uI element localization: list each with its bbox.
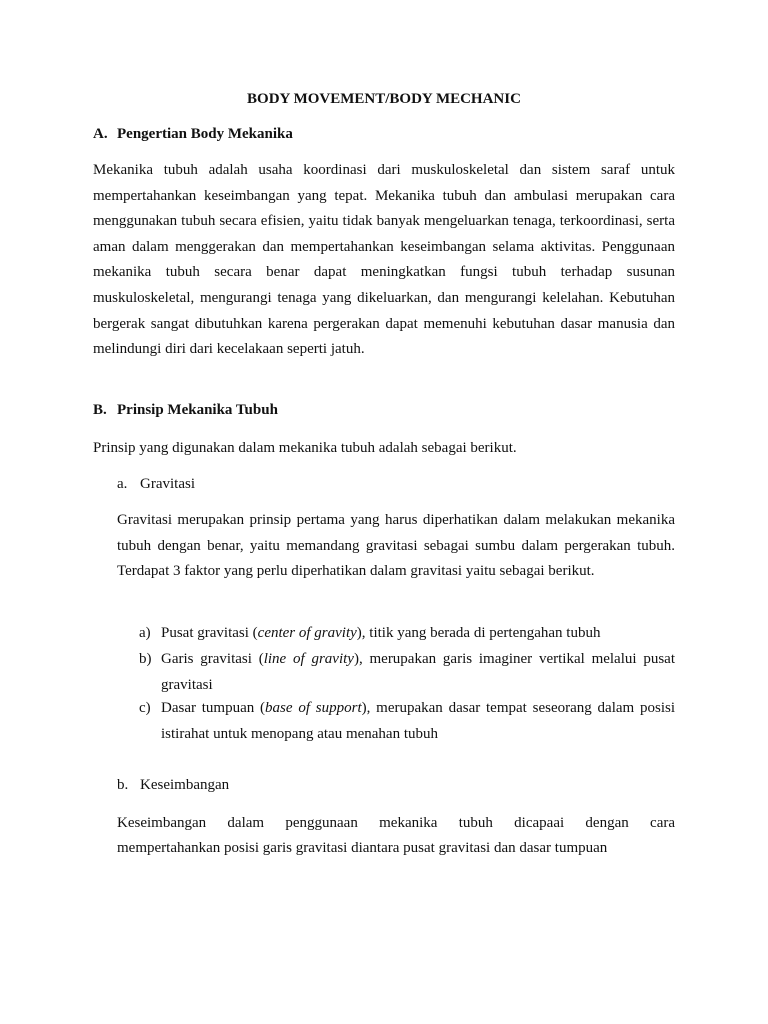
word: mekanika	[379, 815, 438, 831]
list-marker: a)	[139, 625, 151, 641]
list-item	[139, 621, 675, 647]
section-a-number: A.	[93, 126, 108, 142]
word: penggunaan	[285, 815, 358, 831]
keseimbangan-title: Keseimbangan	[140, 777, 230, 793]
keseimbangan-line-2: mempertahankan posisi garis gravitasi diantara pusat gravitasi dan dasar tumpuan	[117, 840, 608, 856]
section-b-heading	[93, 400, 278, 420]
gravitasi-heading	[117, 474, 195, 494]
list-item-term: line of gravity	[263, 651, 354, 667]
section-a-paragraph: Mekanika tubuh adalah usaha koordinasi dari muskuloskeletal dan sistem saraf untuk mempertahankan keseimbangan yang tepat. Mekanika tubuh dan ambulasi merupakan cara menggunakan tubuh secara efisien, yaitu tidak banyak mengeluarkan tenaga, terkoordinasi, serta aman dalam menggerakan dan mempertahankan keseimbangan selama aktivitas. Penggunaan mekanika tubuh secara benar dapat meningkatkan fungsi tubuh terhadap susunan muskuloskeletal, mengurangi tenaga yang dikeluarkan, dan mengurangi kelelahan. Kebutuhan bergerak sangat dibutuhkan karena pergerakan dapat memenuhi kebutuhan dasar manusia dan melindungi diri dari kecelakaan seperti jatuh.	[93, 162, 675, 358]
word: Keseimbangan	[117, 815, 207, 831]
list-item	[139, 696, 675, 747]
list-item-term: base of support	[265, 700, 362, 716]
list-marker: c)	[139, 700, 151, 716]
keseimbangan-number: b.	[117, 777, 129, 793]
list-marker: b)	[139, 651, 152, 667]
list-item-text: Dasar tumpuan (base of support), merupakan dasar tempat seseorang dalam posisi istirahat untuk menopang atau menahan tubuh	[161, 700, 675, 742]
list-item	[139, 647, 675, 698]
list-item-text: Pusat gravitasi (center of gravity), titik yang berada di pertengahan tubuh	[161, 625, 601, 641]
gravitasi-paragraph: Gravitasi merupakan prinsip pertama yang harus diperhatikan dalam melakukan mekanika tubuh dengan benar, yaitu memandang gravitasi sebagai sumbu dalam pergerakan tubuh. Terdapat 3 faktor yang perlu diperhatikan dalam gravitasi yaitu sebagai berikut.	[117, 512, 675, 580]
section-b-number: B.	[93, 402, 107, 418]
word: dengan	[585, 815, 629, 831]
gravitasi-number: a.	[117, 476, 128, 492]
word: dicapaai	[514, 815, 565, 831]
keseimbangan-heading	[117, 775, 229, 795]
list-item-term: center of gravity	[257, 625, 357, 641]
section-a-heading	[93, 124, 293, 144]
document-title: BODY MOVEMENT/BODY MECHANIC	[247, 91, 521, 107]
word: cara	[650, 815, 675, 831]
word: tubuh	[458, 815, 493, 831]
section-b-intro: Prinsip yang digunakan dalam mekanika tubuh adalah sebagai berikut.	[93, 440, 517, 456]
keseimbangan-line-1	[117, 813, 675, 833]
list-item-text: Garis gravitasi (line of gravity), merupakan garis imaginer vertikal melalui pusat gravitasi	[161, 651, 675, 693]
gravitasi-title: Gravitasi	[140, 476, 195, 492]
section-a-title: Pengertian Body Mekanika	[117, 126, 293, 142]
section-b-title: Prinsip Mekanika Tubuh	[117, 402, 278, 418]
word: dalam	[227, 815, 265, 831]
